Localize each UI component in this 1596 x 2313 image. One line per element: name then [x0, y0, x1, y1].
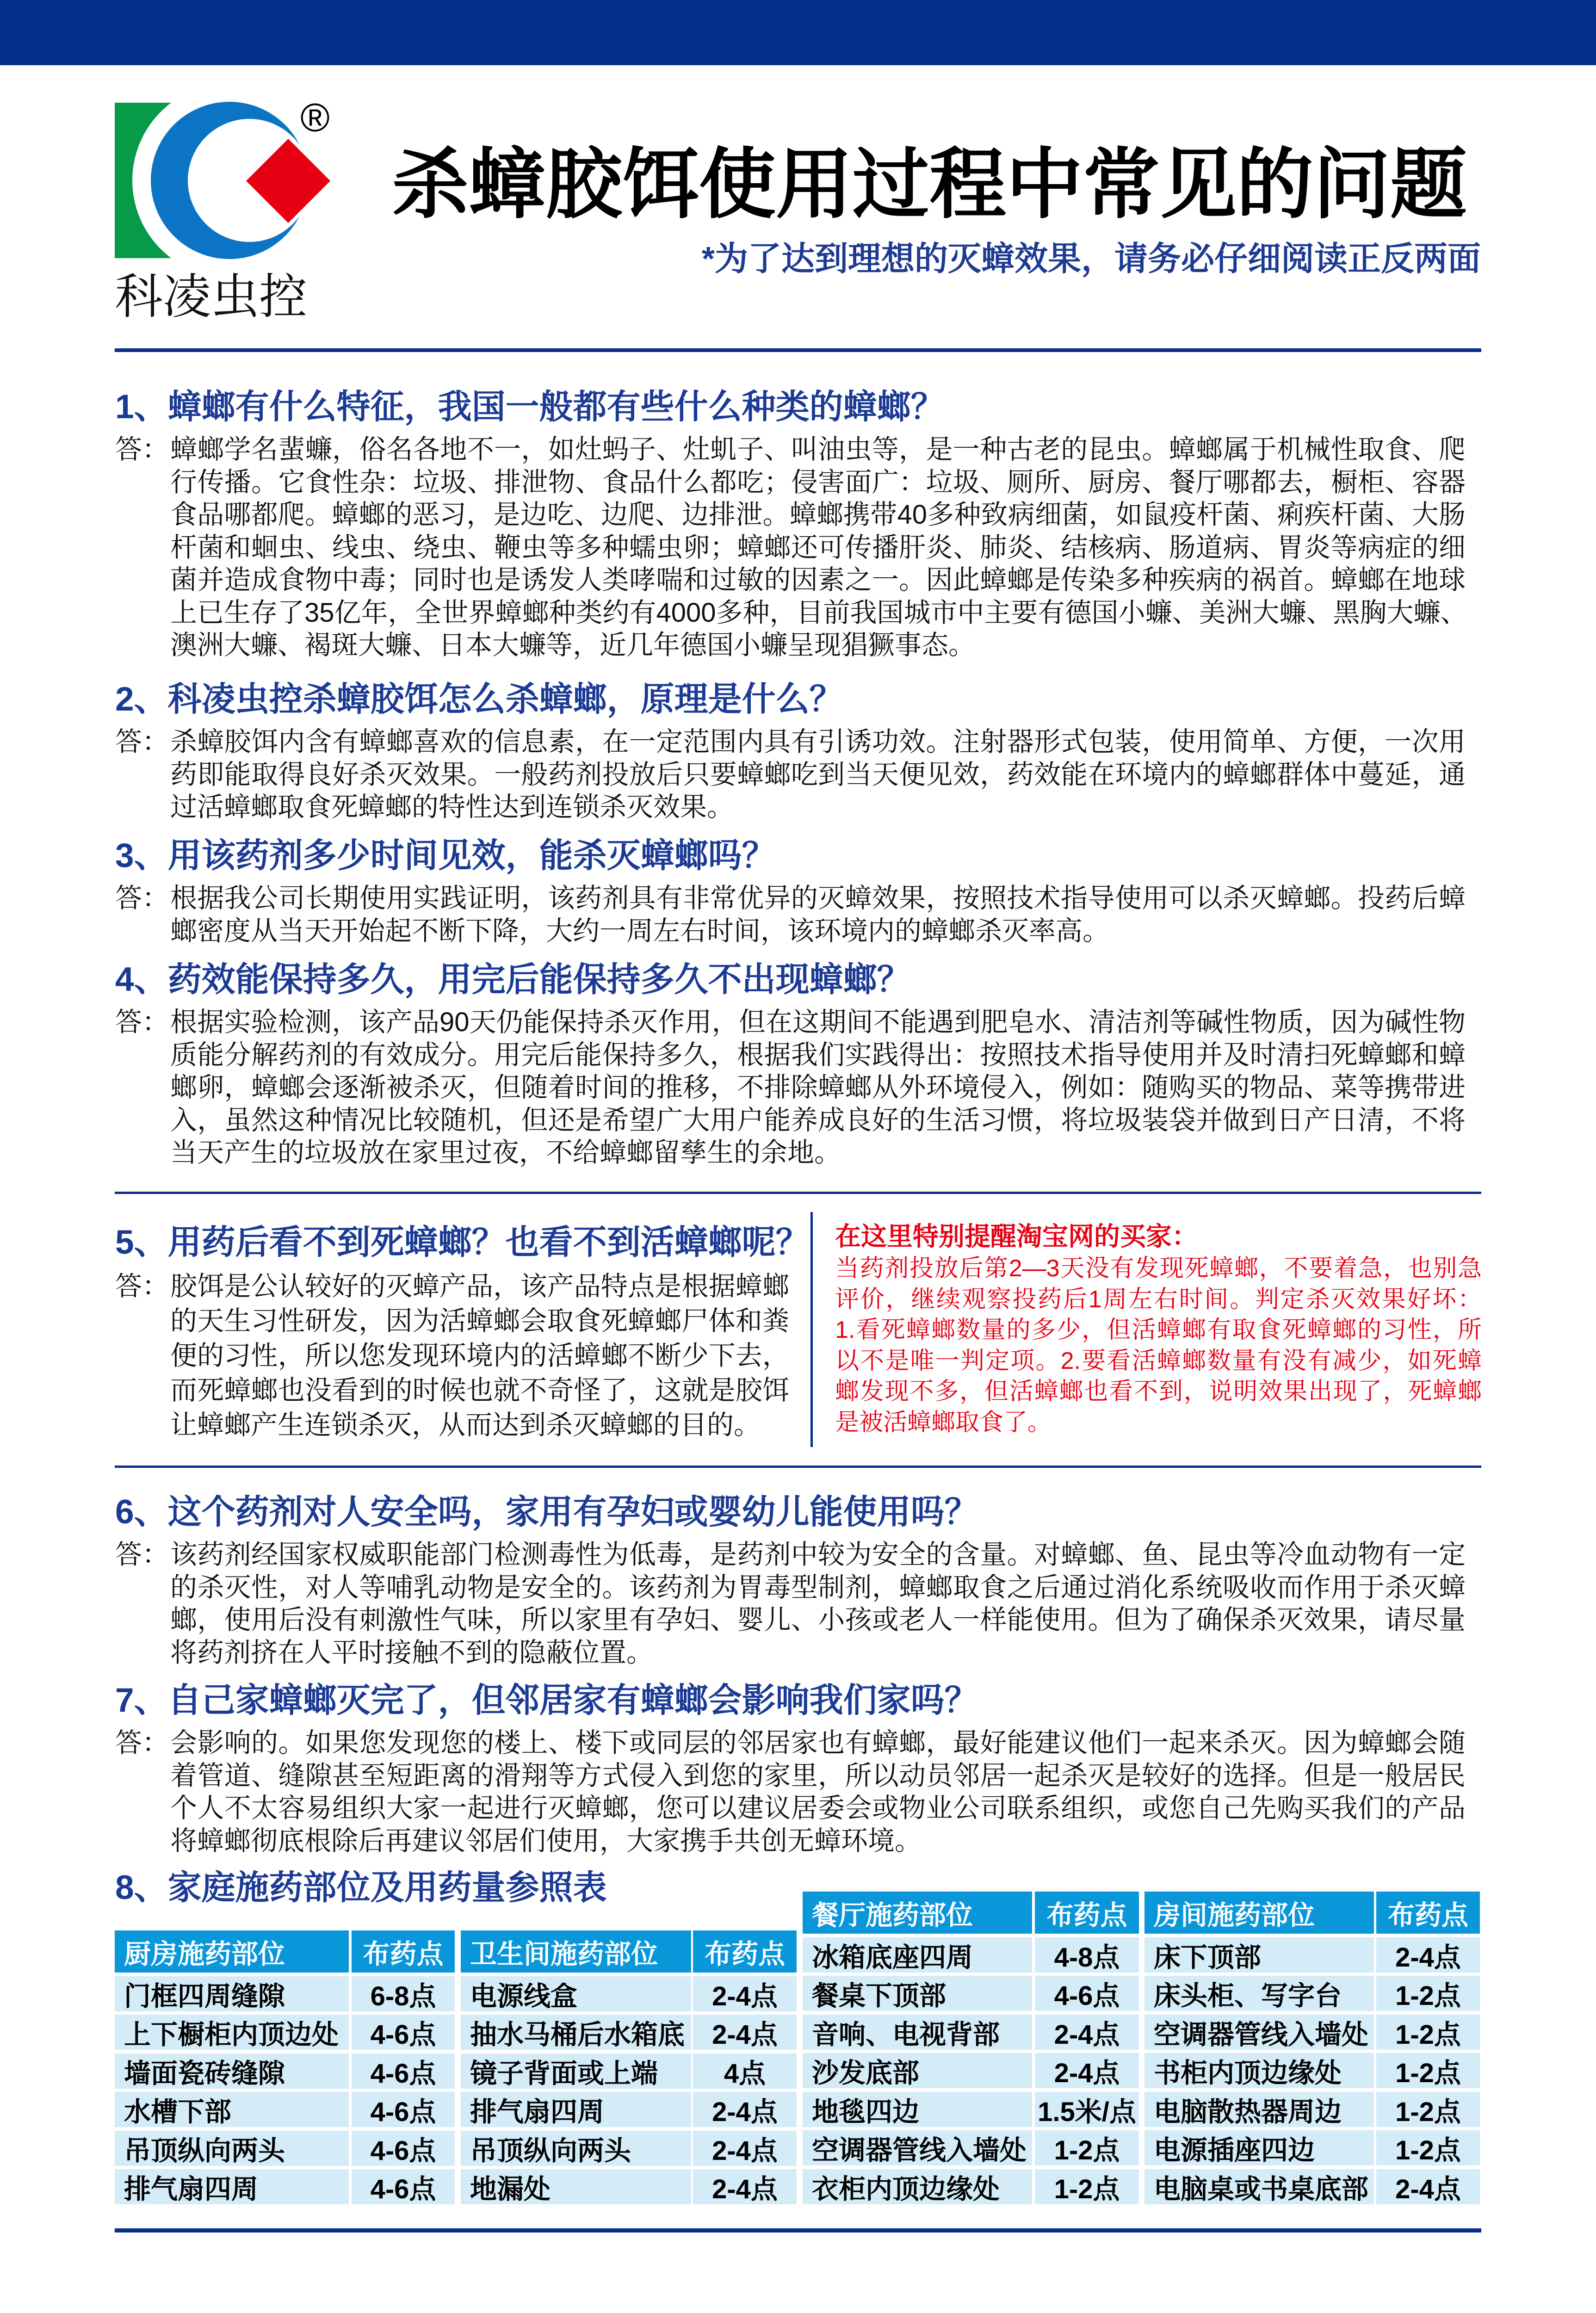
table-cell-count: 2-4点	[1035, 2015, 1139, 2050]
table-cell-count: 2-4点	[1376, 1937, 1480, 1973]
table-cell-count: 1-2点	[1376, 2015, 1480, 2050]
dosage-table-kitchen	[115, 1930, 455, 2204]
table-header-count: 布药点	[1035, 1892, 1139, 1934]
table-cell-location: 门框四周缝隙	[115, 1976, 349, 2011]
table-header-count: 布药点	[352, 1930, 455, 1973]
answer-line: 蟑螂学名蜚蠊，俗名各地不一，如灶蚂子、灶虮子、叫油虫等，是一种古老的昆虫。蟑螂属于机械性取食、爬	[170, 434, 1466, 464]
answer-line: 螂，使用后没有刺激性气味，所以家里有孕妇、婴儿、小孩或老人一样能使用。但为了确保杀灭效果，请尽量	[170, 1605, 1466, 1635]
table-cell-location: 吊顶纵向两头	[461, 2131, 691, 2166]
page-subtitle: *为了达到理想的灭蟑效果，请务必仔细阅读正反两面	[701, 241, 1481, 278]
table-cell-count: 6-8点	[352, 1976, 455, 2011]
table-header-location: 厨房施药部位	[115, 1930, 349, 1973]
registered-mark-icon: ®	[300, 101, 330, 140]
notice-line: 评价，继续观察投药后1周左右时间。判定杀灭效果好坏：	[835, 1286, 1482, 1313]
column-divider	[810, 1212, 813, 1447]
answer-line: 根据实验检测，该产品90天仍能保持杀灭作用，但在这期间不能遇到肥皂水、清洁剂等碱性物质，因为碱性物	[170, 1007, 1466, 1037]
answer-line: 菌并造成食物中毒；同时也是诱发人类哮喘和过敏的因素之一。因此蟑螂是传染多种疾病的祸首。蟑螂在地球	[170, 565, 1466, 595]
answer-line: 的杀灭性，对人等哺乳动物是安全的。该药剂为胃毒型制剂，蟑螂取食之后通过消化系统吸收而作用于杀灭蟑	[170, 1572, 1466, 1602]
table-cell-count: 2-4点	[1376, 2169, 1480, 2204]
notice-line: 螂发现不多，但活蟑螂也看不到，说明效果出现了，死蟑螂	[835, 1378, 1482, 1405]
table-cell-location: 床头柜、写字台	[1144, 1976, 1374, 2011]
table-cell-count: 1-2点	[1376, 2053, 1480, 2088]
footer-divider	[115, 2228, 1481, 2233]
answer-line: 上已生存了35亿年，全世界蟑螂种类约有4000多种，目前我国城市中主要有德国小蠊、美洲大蠊、黑胸大蠊、	[170, 597, 1467, 628]
notice-line: 1.看死蟑螂数量的多少，但活蟑螂有取食死蟑螂的习性，所	[835, 1317, 1482, 1343]
answer	[115, 726, 1466, 824]
table-cell-count: 2-4点	[693, 2169, 797, 2204]
table-cell-count: 2-4点	[693, 2015, 797, 2050]
table-cell-location: 衣柜内顶边缘处	[803, 2169, 1032, 2204]
notice-body	[835, 1253, 1483, 1438]
table-cell-location: 水槽下部	[115, 2092, 349, 2127]
answer-label: 答：	[115, 1540, 169, 1570]
question-heading: 4、药效能保持多久，用完后能保持多久不出现蟑螂？	[115, 961, 911, 998]
table-cell-count: 4-8点	[1035, 1937, 1139, 1973]
table-cell-location: 餐桌下顶部	[803, 1976, 1032, 2011]
table-cell-count: 2-4点	[1035, 2053, 1139, 2088]
table-cell-location: 床下顶部	[1144, 1937, 1374, 1973]
dosage-table-bathroom	[461, 1930, 797, 2204]
faq-item-4	[115, 959, 1466, 1169]
table-cell-count: 2-4点	[693, 2131, 797, 2166]
table-cell-location: 音响、电视背部	[803, 2015, 1032, 2050]
section-divider	[115, 1466, 1481, 1468]
table-header-location: 房间施药部位	[1144, 1892, 1374, 1934]
table-cell-count: 1-2点	[1376, 2130, 1480, 2165]
table-cell-count: 4-6点	[352, 2169, 455, 2204]
top-banner-bar	[0, 0, 1596, 65]
table-cell-count: 1-2点	[1035, 2169, 1139, 2204]
table-cell-location: 沙发底部	[803, 2053, 1032, 2088]
answer-label: 答：	[115, 883, 169, 913]
section-divider	[115, 1192, 1481, 1194]
answer-line: 将药剂挤在人平时接触不到的隐蔽位置。	[170, 1637, 654, 1668]
answer-label: 答：	[115, 1271, 169, 1301]
title-divider	[115, 348, 1481, 352]
table-cell-count: 4-6点	[1035, 1976, 1139, 2011]
table-cell-count: 1.5米/点	[1035, 2092, 1139, 2127]
table-cell-count: 4点	[693, 2053, 797, 2089]
answer-line: 该药剂经国家权威职能部门检测毒性为低毒，是药剂中较为安全的含量。对蟑螂、鱼、昆虫等冷血动物有一定	[170, 1540, 1466, 1570]
answer-line: 让蟑螂产生连锁杀灭，从而达到杀灭蟑螂的目的。	[170, 1410, 761, 1440]
answer-label: 答：	[115, 1007, 169, 1037]
table-cell-location: 电脑散热器周边	[1144, 2092, 1374, 2127]
dosage-table-room	[1144, 1892, 1480, 2204]
answer-label: 答：	[115, 434, 169, 464]
answer-line: 根据我公司长期使用实践证明，该药剂具有非常优异的灭蟑效果，按照技术指导使用可以杀灭蟑螂。投药后蟑	[170, 883, 1466, 913]
table-cell-count: 1-2点	[1376, 2092, 1480, 2127]
answer-line: 行传播。它食性杂：垃圾、排泄物、食品什么都吃；侵害面广：垃圾、厕所、厨房、餐厅哪都去，橱柜、容器	[170, 467, 1466, 497]
table-cell-count: 2-4点	[693, 1976, 797, 2011]
table-cell-location: 电源线盒	[461, 1976, 691, 2011]
answer-line: 胶饵是公认较好的灭蟑产品，该产品特点是根据蟑螂	[170, 1271, 789, 1301]
notice-line: 是被活蟑螂取食了。	[835, 1409, 1052, 1436]
answer-line: 会影响的。如果您发现您的楼上、楼下或同层的邻居家也有蟑螂，最好能建议他们一起来杀灭。因为蟑螂会随	[170, 1728, 1466, 1758]
table-cell-location: 排气扇四周	[461, 2092, 691, 2127]
answer-line: 螂密度从当天开始起不断下降，大约一周左右时间，该环境内的蟑螂杀灭率高。	[170, 915, 1110, 946]
company-logo	[115, 101, 337, 260]
table-cell-location: 抽水马桶后水箱底	[461, 2015, 691, 2050]
table-cell-count: 4-6点	[352, 2053, 455, 2089]
notice-line: 当药剂投放后第2—3天没有发现死蟑螂，不要着急，也别急	[835, 1255, 1482, 1282]
dosage-section	[115, 1867, 607, 1909]
table-cell-location: 电源插座四边	[1144, 2130, 1374, 2165]
table-cell-location: 吊顶纵向两头	[115, 2131, 349, 2166]
table-cell-location: 墙面瓷砖缝隙	[115, 2053, 349, 2089]
table-header-location: 餐厅施药部位	[803, 1892, 1032, 1934]
answer-line: 入，虽然这种情况比较随机，但还是希望广大用户能养成良好的生活习惯，将垃圾装袋并做到日产日清，不将	[170, 1105, 1466, 1135]
table-cell-location: 电脑桌或书桌底部	[1144, 2169, 1374, 2204]
answer-line: 将蟑螂彻底根除后再建议邻居们使用，大家携手共创无蟑环境。	[170, 1825, 922, 1856]
table-cell-count: 4-6点	[352, 2015, 455, 2050]
answer-line: 螂卵，蟑螂会逐渐被杀灭，但随着时间的推移，不排除蟑螂从外环境侵入，例如：随购买的物品、菜等携带进	[170, 1072, 1466, 1102]
page-title: 杀蟑胶饵使用过程中常见的问题	[392, 142, 1467, 228]
table-cell-count: 2-4点	[693, 2092, 797, 2127]
faq-item-1	[115, 386, 1466, 662]
table-cell-count: 4-6点	[352, 2092, 455, 2127]
answer-line: 澳洲大蠊、褐斑大蠊、日本大蠊等，近几年德国小蠊呈现猖獗事态。	[170, 630, 976, 660]
question-heading: 1、蟑螂有什么特征，我国一般都有些什么种类的蟑螂？	[115, 388, 945, 426]
question-heading: 7、自己家蟑螂灭完了，但邻居家有蟑螂会影响我们家吗？	[115, 1682, 978, 1719]
table-header-location: 卫生间施药部位	[461, 1930, 691, 1973]
question-heading: 2、科凌虫控杀蟑胶饵怎么杀蟑螂，原理是什么？	[115, 680, 843, 718]
faq-item-5	[115, 1222, 810, 1442]
table-cell-count: 4-6点	[352, 2131, 455, 2166]
notice-line: 以不是唯一判定项。2.要看活蟑螂数量有没有减少，如死蟑	[835, 1347, 1482, 1374]
table-cell-location: 镜子背面或上端	[461, 2053, 691, 2089]
table-cell-count: 1-2点	[1035, 2130, 1139, 2165]
answer-line: 着管道、缝隙甚至短距离的滑翔等方式侵入到您的家里，所以动员邻居一起杀灭是较好的选择。但是一般居民	[170, 1760, 1466, 1791]
table-cell-location: 地毯四边	[803, 2092, 1032, 2127]
answer-line: 便的习性，所以您发现环境内的活蟑螂不断少下去，	[170, 1341, 789, 1371]
table-cell-location: 空调器管线入墙处	[1144, 2015, 1374, 2050]
question-heading: 3、用该药剂多少时间见效，能杀灭蟑螂吗？	[115, 837, 776, 874]
answer	[115, 1539, 1466, 1669]
table-cell-location: 上下橱柜内顶边处	[115, 2015, 349, 2050]
question-heading: 6、这个药剂对人安全吗，家用有孕妇或婴幼儿能使用吗？	[115, 1493, 978, 1531]
table-header-count: 布药点	[693, 1930, 797, 1973]
answer-line: 而死蟑螂也没看到的时候也就不奇怪了，这就是胶饵	[170, 1375, 789, 1405]
table-cell-location: 地漏处	[461, 2169, 691, 2204]
answer-line: 个人不太容易组织大家一起进行灭蟑螂，您可以建议居委会或物业公司联系组织，或您自己先购买我们的产品	[170, 1793, 1466, 1823]
notice-title: 在这里特别提醒淘宝网的买家：	[835, 1222, 1198, 1251]
table-cell-location: 空调器管线入墙处	[803, 2130, 1032, 2165]
answer-line: 杀蟑胶饵内含有蟑螂喜欢的信息素，在一定范围内具有引诱功效。注射器形式包装，使用简单、方便，一次用	[170, 727, 1466, 757]
answer-line: 药即能取得良好杀灭效果。一般药剂投放后只要蟑螂吃到当天便见效，药效能在环境内的蟑螂群体中蔓延，通	[170, 759, 1466, 790]
table-cell-location: 冰箱底座四周	[803, 1937, 1032, 1973]
answer-line: 杆菌和蛔虫、线虫、绕虫、鞭虫等多种蠕虫卵；蟑螂还可传播肝炎、肺炎、结核病、肠道病、胃炎等病症的细	[170, 532, 1466, 563]
table-cell-location: 书柜内顶边缘处	[1144, 2053, 1374, 2088]
answer	[115, 1269, 810, 1442]
answer	[115, 1006, 1466, 1169]
answer	[115, 1727, 1466, 1857]
answer-line: 过活蟑螂取食死蟑螂的特性达到连锁杀灭效果。	[170, 792, 734, 822]
answer-line: 食品哪都爬。蟑螂的恶习，是边吃、边爬、边排泄。蟑螂携带40多种致病细菌，如鼠疫杆菌、痢疾杆菌、大肠	[170, 500, 1466, 530]
faq-item-6	[115, 1491, 1466, 1669]
answer	[115, 433, 1466, 662]
table-cell-count: 1-2点	[1376, 1976, 1480, 2011]
answer-label: 答：	[115, 1728, 169, 1758]
table-header-count: 布药点	[1376, 1892, 1480, 1934]
question-heading: 5、用药后看不到死蟑螂？也看不到活蟑螂呢？	[115, 1224, 810, 1261]
dosage-table-dining	[803, 1892, 1139, 2204]
faq-item-2	[115, 679, 1466, 824]
table-cell-location: 排气扇四周	[115, 2169, 349, 2204]
dosage-heading: 8、家庭施药部位及用药量参照表	[115, 1869, 607, 1906]
answer	[115, 882, 1466, 947]
faq-item-7	[115, 1680, 1466, 1857]
answer-line: 当天产生的垃圾放在家里过夜，不给蟑螂留孳生的余地。	[170, 1138, 841, 1168]
answer-line: 的天生习性研发，因为活蟑螂会取食死蟑螂尸体和粪	[170, 1306, 789, 1336]
answer-label: 答：	[115, 727, 169, 757]
faq-item-3	[115, 835, 1466, 947]
answer-line: 质能分解药剂的有效成分。用完后能保持多久，根据我们实践得出：按照技术指导使用并及时清扫死蟑螂和蟑	[170, 1039, 1466, 1070]
brand-name: 科凌虫控	[115, 270, 308, 324]
buyer-notice	[835, 1221, 1483, 1438]
